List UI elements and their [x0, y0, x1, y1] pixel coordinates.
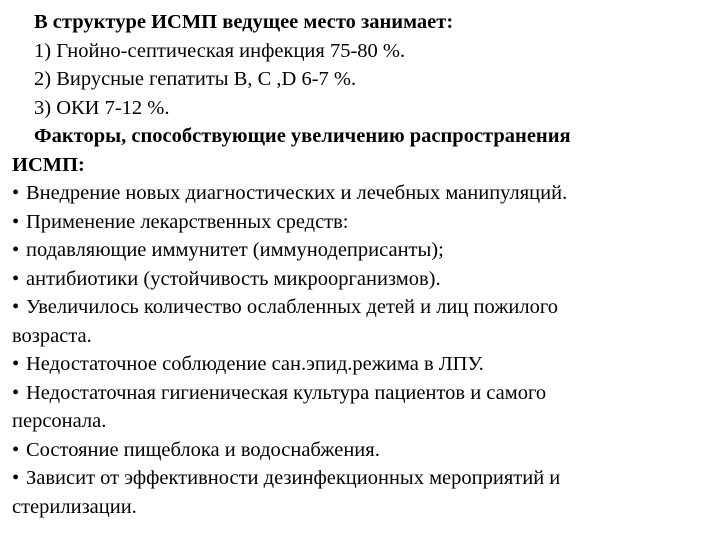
- bullet-text-line: Увеличилось количество ослабленных детей и лиц пожилого: [26, 296, 558, 318]
- bullet-item: [12, 436, 712, 465]
- bullet-marker: •: [12, 381, 20, 404]
- bullet-marker: •: [12, 353, 20, 375]
- bullet-item: [12, 236, 712, 265]
- bullet-text: подавляющие иммунитет (иммунодеприсанты);: [26, 239, 444, 261]
- list-item-purulent-septic: 1) Гнойно-септическая инфекция 75-80 %.: [34, 39, 406, 62]
- bullet-text: Недостаточное соблюдение сан.эпид.режима в ЛПУ.: [26, 353, 484, 375]
- bullet-item: [12, 464, 712, 493]
- bullet-text-continuation: персонала.: [12, 410, 107, 432]
- bullet-item: [12, 208, 712, 237]
- bullet-item: [12, 350, 712, 379]
- bullet-marker: •: [12, 267, 20, 290]
- bullet-text: Состояние пищеблока и водоснабжения.: [26, 438, 380, 461]
- bullet-text-continuation: возраста.: [12, 324, 92, 347]
- bullet-item: [12, 179, 712, 208]
- bullet-text: Внедрение новых диагностических и лечебных манипуляций.: [26, 182, 568, 204]
- bullet-item: [12, 293, 712, 322]
- bullet-item: [12, 379, 712, 408]
- bullet-marker: •: [12, 239, 20, 261]
- bullet-text: Недостаточная гигиеническая культура пациентов и самого: [26, 381, 547, 404]
- bullet-marker: •: [12, 296, 20, 318]
- bullet-text: Применение лекарственных средств:: [26, 210, 349, 233]
- bullet-text-continuation: стерилизации.: [12, 495, 137, 518]
- heading-ismp-structure: В структуре ИСМП ведущее место занимает:: [34, 11, 454, 33]
- slide-content: [12, 8, 712, 521]
- list-item-oki: 3) ОКИ 7-12 %.: [34, 96, 170, 119]
- list-item-viral-hepatitis: 2) Вирусные гепатиты B, C ,D 6-7 %.: [34, 68, 357, 90]
- bullet-marker: •: [12, 467, 20, 489]
- bullet-item: [12, 265, 712, 294]
- heading-factors-continued: ИСМП:: [12, 153, 85, 176]
- bullet-text: антибиотики (устойчивость микроорганизмов).: [26, 267, 441, 290]
- bullet-marker: •: [12, 210, 20, 233]
- bullet-text: [26, 293, 712, 322]
- bullet-text: Зависит от эффективности дезинфекционных мероприятий и: [26, 467, 561, 489]
- bullet-marker: •: [12, 182, 20, 204]
- bullet-marker: •: [12, 438, 20, 461]
- heading-factors: Факторы, способствующие увеличению распространения: [34, 125, 571, 147]
